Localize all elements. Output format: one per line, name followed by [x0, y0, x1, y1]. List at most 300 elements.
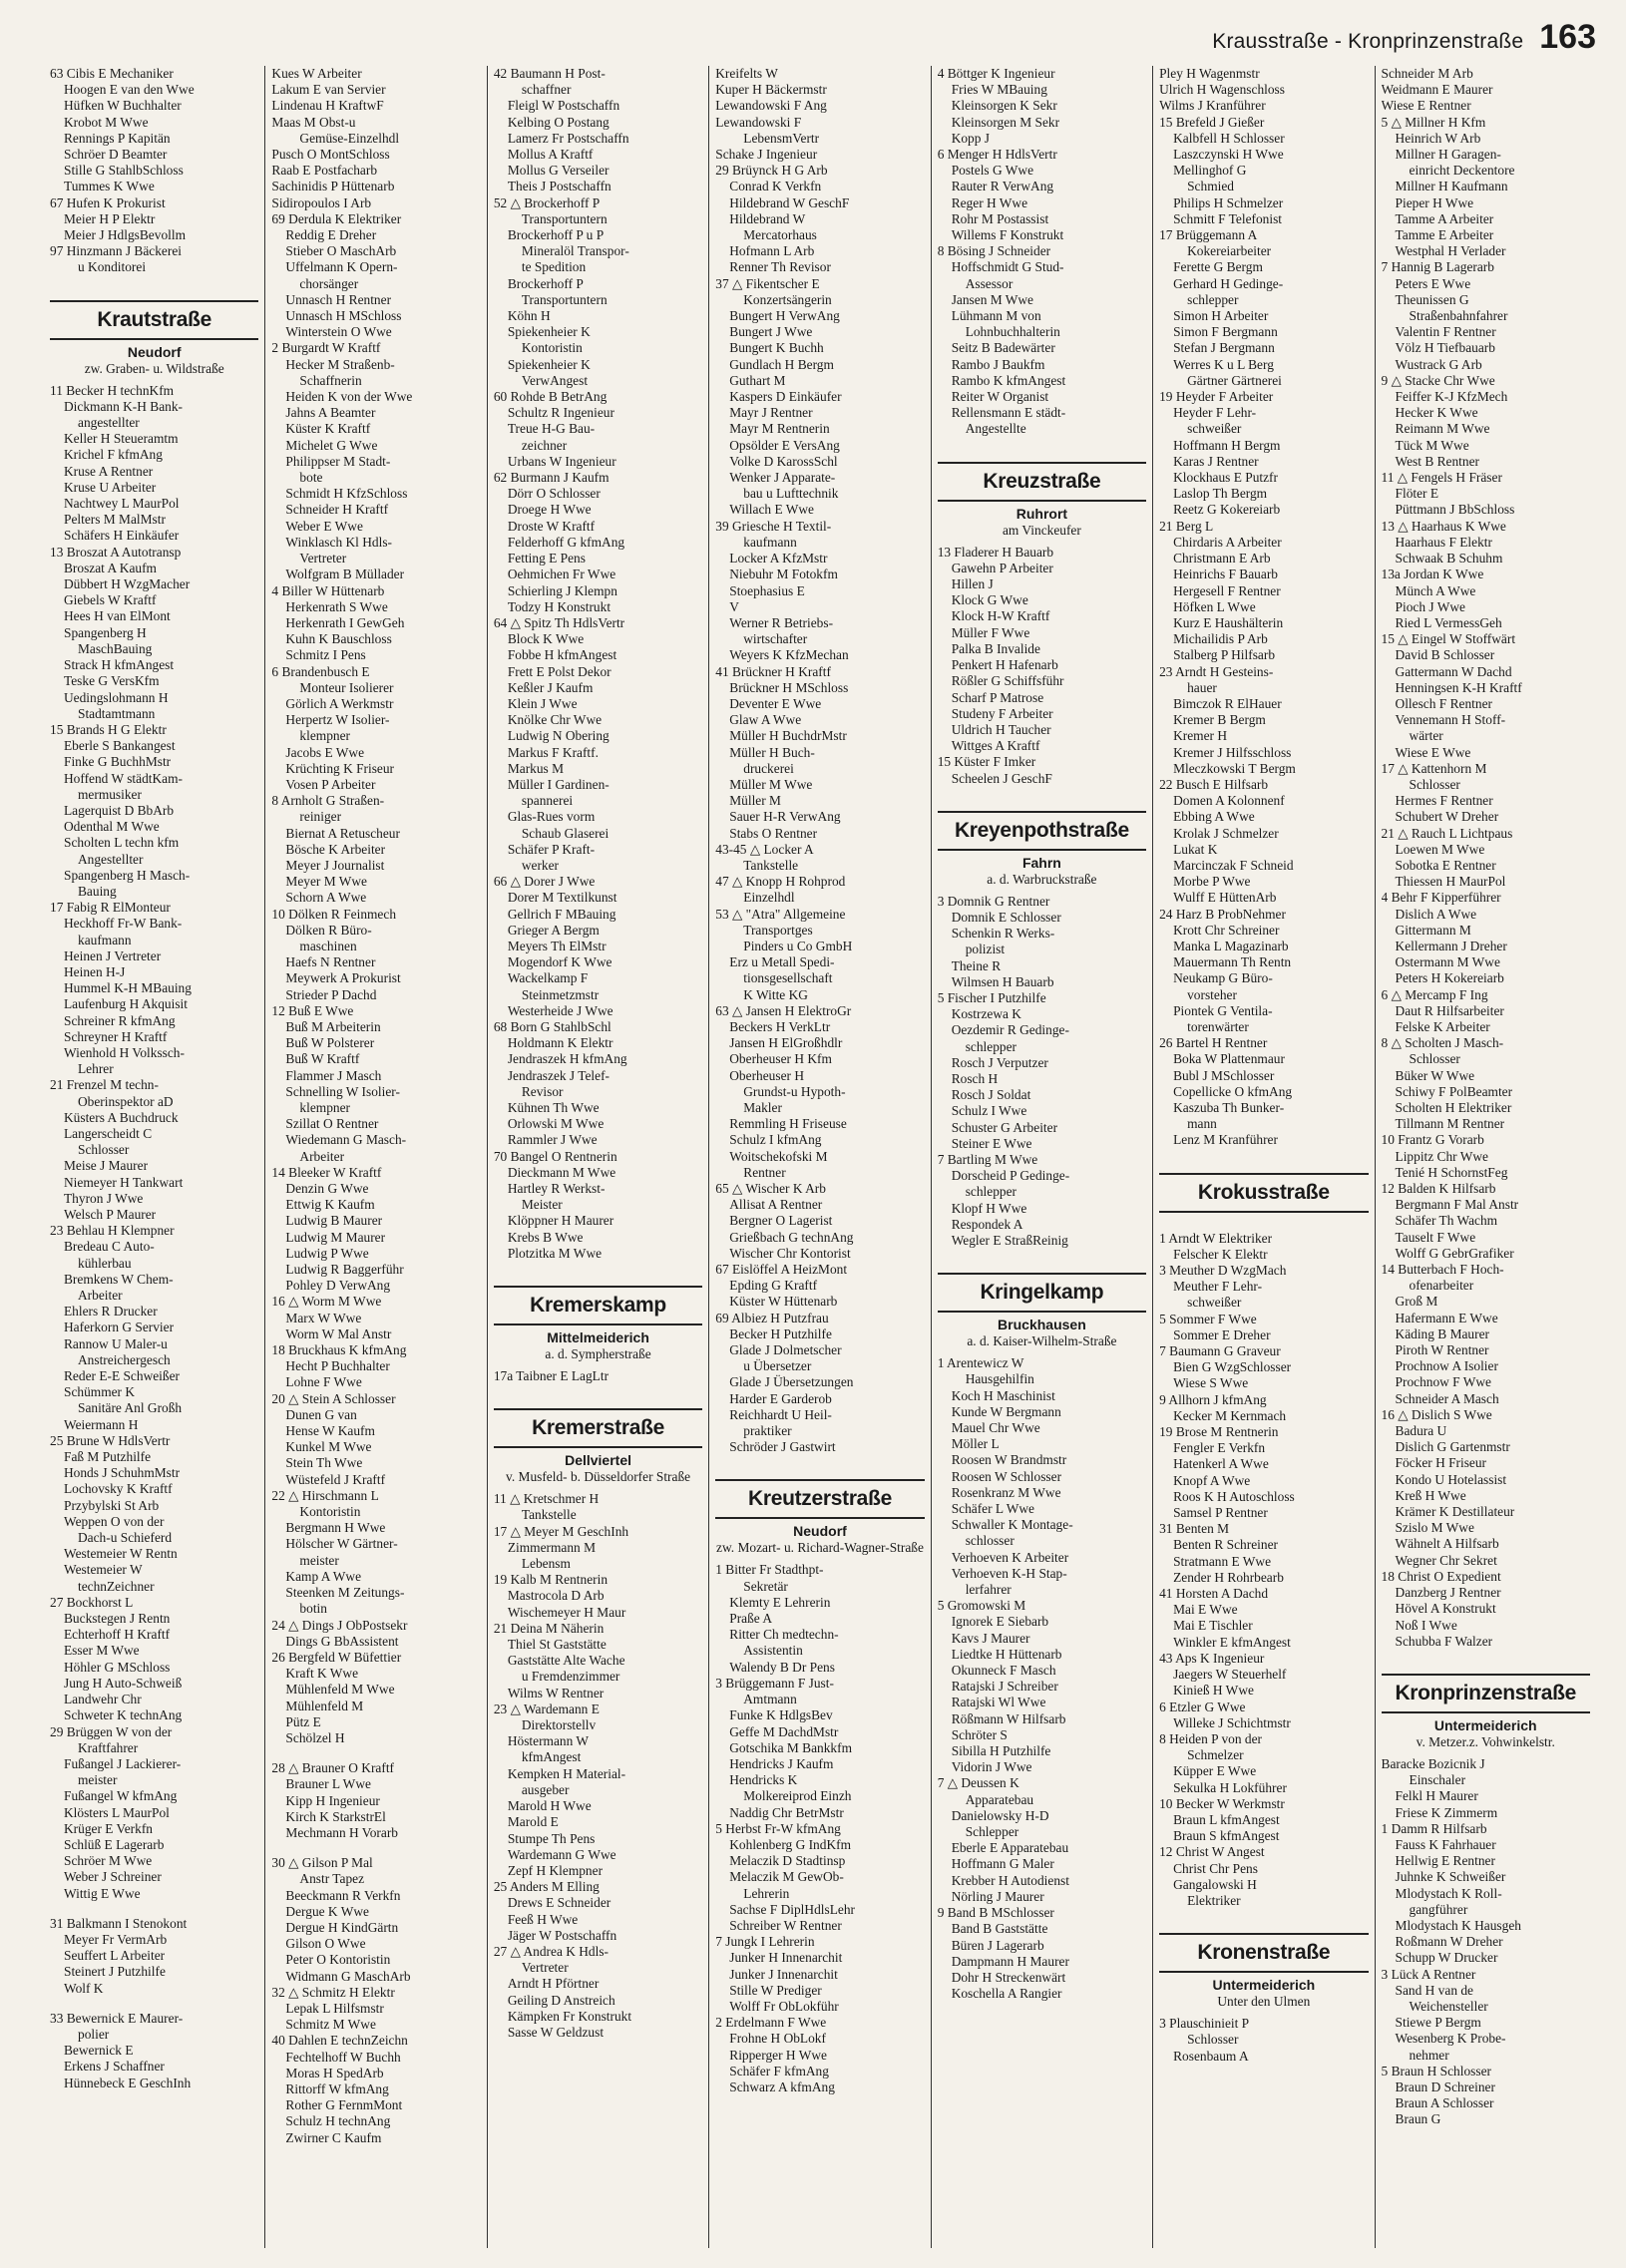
resident-entry: Mai E Wwe — [1173, 1602, 1238, 1618]
resident-entry: Jahns A Beamter — [285, 405, 376, 421]
resident-entry: Stratmann E Wwe — [1173, 1553, 1272, 1569]
resident-entry: Rellensmann E städt- — [951, 405, 1066, 421]
resident-entry: Ferette G Bergm — [1173, 259, 1263, 275]
resident-entry: Schreiner R kfmAng — [64, 1012, 176, 1028]
resident-entry: Wischemeyer H Maur — [507, 1604, 626, 1620]
resident-entry: Arndt H Pförtner — [507, 1976, 600, 1992]
resident-entry: Anstreichergesch — [78, 1351, 171, 1367]
resident-entry: 7 Baumann G Graveur — [1159, 1343, 1281, 1359]
resident-entry: Peter O Kontoristin — [285, 1952, 391, 1968]
resident-entry: Langerscheidt C — [64, 1125, 153, 1141]
resident-entry: 15 △ Eingel W Stoffwärt — [1381, 631, 1516, 647]
resident-entry: Finke G BuchhMstr — [64, 754, 172, 770]
resident-entry: Lohnbuchhalterin — [965, 324, 1060, 340]
resident-entry: hauer — [1187, 679, 1217, 695]
resident-entry: Krämer K Destillateur — [1395, 1504, 1515, 1520]
resident-entry: Küsters A Buchdruck — [64, 1109, 179, 1125]
resident-entry: Baracke Bozicnik J — [1381, 1755, 1485, 1771]
resident-entry: Szillat O Rentner — [285, 1116, 379, 1132]
resident-entry: Lenz M Kranführer — [1173, 1132, 1278, 1148]
resident-entry: 27 Bockhorst L — [50, 1594, 134, 1610]
resident-entry: Roosen W Schlosser — [951, 1468, 1062, 1484]
resident-entry: Rosch J Verputzer — [951, 1054, 1048, 1070]
resident-entry: Kreifelts W — [715, 66, 778, 81]
resident-entry: Käding B Maurer — [1395, 1325, 1489, 1341]
resident-entry: Henningsen K-H Kraftf — [1395, 679, 1522, 695]
resident-entry: vorsteher — [1187, 986, 1237, 1002]
resident-entry: Rittorff W kfmAng — [285, 2080, 389, 2096]
resident-entry: Kelbing O Postang — [507, 114, 610, 130]
resident-entry: Brockerhoff P — [507, 275, 584, 291]
resident-entry: Respondek A — [951, 1216, 1023, 1232]
resident-entry: Honds J SchuhmMstr — [64, 1465, 181, 1481]
resident-entry: Weber J Schreiner — [64, 1869, 162, 1885]
resident-entry: Bauing — [78, 883, 117, 899]
resident-entry: 52 △ Brockerhoff P — [493, 194, 601, 210]
resident-entry: 3 Plauschinieit P — [1159, 2016, 1250, 2032]
resident-entry: Weichensteller — [1409, 1998, 1488, 2014]
resident-entry: 10 Frantz G Vorarb — [1381, 1132, 1484, 1148]
resident-entry: Philips H Schmelzer — [1173, 194, 1284, 210]
resident-entry: 5 Braun H Schlosser — [1381, 2063, 1491, 2079]
resident-entry: Gaststätte Alte Wache — [507, 1653, 625, 1669]
resident-entry: Przybylski St Arb — [64, 1497, 160, 1513]
resident-entry: Schwaller K Montage- — [951, 1517, 1073, 1533]
resident-entry: 30 △ Gilson P Mal — [271, 1855, 373, 1871]
resident-entry: Hoffmann G Maler — [951, 1856, 1054, 1872]
resident-entry: Stein Th Wwe — [285, 1455, 363, 1471]
resident-entry: Kühnen Th Wwe — [507, 1100, 600, 1115]
resident-entry: Bungert H VerwAng — [729, 308, 840, 324]
resident-entry: Theine R — [951, 957, 1002, 973]
resident-entry: Piroth W Rentner — [1395, 1342, 1489, 1358]
district-name: Neudorf — [793, 1523, 847, 1540]
resident-entry: 2 Erdelmann F Wwe — [715, 2015, 827, 2031]
resident-entry: Kondo U Hotelassist — [1395, 1471, 1507, 1487]
resident-entry: Rambo K kfmAngest — [951, 372, 1066, 388]
resident-entry: Biernat A Retuscheur — [285, 825, 400, 841]
resident-entry: Schaffnerin — [299, 372, 362, 388]
resident-entry: reiniger — [299, 809, 342, 825]
street-location: a. d. Sympherstraße — [545, 1346, 651, 1362]
resident-entry: Keßler J Kaufm — [507, 679, 594, 695]
resident-entry: Kohlenberg G IndKfm — [729, 1836, 851, 1852]
spacer — [50, 1997, 258, 2011]
resident-entry: 41 Brückner H Kraftf — [715, 663, 831, 679]
resident-entry: Kamp A Wwe — [285, 1568, 362, 1584]
resident-entry: Bimczok R ElHauer — [1173, 695, 1282, 711]
resident-entry: Felscher K Elektr — [1173, 1246, 1268, 1262]
resident-entry: Stalberg P Hilfsarb — [1173, 647, 1276, 663]
resident-entry: Bubl J MSchlosser — [1173, 1067, 1275, 1083]
resident-entry: 21 △ Rauch L Lichtpaus — [1381, 825, 1513, 841]
resident-entry: Lohne F Wwe — [285, 1374, 362, 1390]
resident-entry: Hausgehilfin — [965, 1371, 1034, 1387]
district-name: Untermeiderich — [1433, 1716, 1537, 1733]
resident-entry: Spangenberg H — [64, 624, 147, 640]
resident-entry: 3 Domnik G Rentner — [937, 893, 1050, 909]
resident-entry: Hünnebeck E GeschInh — [64, 2075, 192, 2090]
resident-entry: Weidmann E Maurer — [1381, 82, 1493, 98]
resident-entry: Krolak J Schmelzer — [1173, 825, 1279, 841]
resident-entry: 69 Albiez H Putzfrau — [715, 1310, 829, 1325]
resident-entry: schlepper — [965, 1184, 1016, 1200]
resident-entry: Stadtamtmann — [78, 705, 156, 721]
resident-entry: Michelet G Wwe — [285, 437, 378, 453]
resident-entry: Woitschekofski M — [729, 1148, 828, 1164]
resident-entry: Becker H Putzhilfe — [729, 1325, 832, 1341]
resident-entry: Krebs B Wwe — [507, 1229, 584, 1245]
resident-entry: Schake J Ingenieur — [715, 147, 818, 163]
resident-entry: Danzberg J Rentner — [1395, 1585, 1501, 1601]
resident-entry: Jaegers W Steuerhelf — [1173, 1667, 1287, 1683]
resident-entry: Oehmichen Fr Wwe — [507, 567, 616, 582]
resident-entry: Gawehn P Arbeiter — [951, 560, 1053, 575]
resident-entry: Lagerquist D BbArb — [64, 802, 175, 818]
resident-entry: Wähnelt A Hilfsarb — [1395, 1536, 1499, 1552]
resident-entry: Mineralöl Transpor- — [521, 243, 629, 259]
resident-entry: Hölscher W Gärtner- — [285, 1536, 398, 1552]
resident-entry: Beeckmann R Verkfn — [285, 1887, 401, 1903]
resident-entry: 19 Kalb M Rentnerin — [493, 1572, 609, 1588]
resident-entry: botin — [299, 1601, 327, 1617]
resident-entry: Copellicke O kfmAng — [1173, 1083, 1293, 1099]
resident-entry: ofenarbeiter — [1409, 1278, 1474, 1294]
resident-entry: Jacobs E Wwe — [285, 744, 365, 760]
resident-entry: Piontek G Ventila- — [1173, 1002, 1273, 1018]
resident-entry: Walendy B Dr Pens — [729, 1659, 835, 1675]
resident-entry: Lindenau H KraftwF — [271, 98, 384, 114]
resident-entry: Michailidis P Arb — [1173, 631, 1268, 647]
resident-entry: Grundst-u Hypoth- — [743, 1083, 846, 1099]
resident-entry: Angestellte — [965, 421, 1026, 437]
resident-entry: Urbans W Ingenieur — [507, 453, 616, 469]
resident-entry: 12 Balden K Hilfsarb — [1381, 1181, 1496, 1197]
resident-entry: Hafermann E Wwe — [1395, 1310, 1498, 1325]
resident-entry: Meyer J Journalist — [285, 857, 385, 873]
resident-entry: Schröer M Wwe — [64, 1853, 153, 1869]
resident-entry: Hoffschmidt G Stud- — [951, 259, 1064, 275]
resident-entry: Bösche K Arbeiter — [285, 841, 386, 857]
resident-entry: Kempken H Material- — [507, 1765, 626, 1781]
resident-entry: Schmelzer — [1187, 1747, 1244, 1763]
resident-entry: Müller H Buch- — [729, 744, 815, 760]
resident-entry: Strieder P Dachd — [285, 986, 377, 1002]
resident-entry: Millner H Kaufmann — [1395, 179, 1508, 194]
resident-entry: Hendricks J Kaufm — [729, 1755, 834, 1771]
resident-entry: Beckers H VerkLtr — [729, 1018, 831, 1034]
resident-entry: Ollesch F Rentner — [1395, 695, 1492, 711]
resident-entry: kaufmann — [78, 932, 132, 947]
resident-entry: Rammler J Wwe — [507, 1132, 598, 1148]
resident-entry: Fauss K Fahrhauer — [1395, 1836, 1496, 1852]
spacer — [1159, 1217, 1368, 1231]
resident-entry: 17a Taibner E LagLtr — [493, 1368, 610, 1384]
resident-entry: 1 Damm R Hilfsarb — [1381, 1820, 1487, 1836]
resident-entry: Schreiber W Rentner — [729, 1917, 842, 1933]
resident-entry: Bergmann H Wwe — [285, 1520, 386, 1536]
resident-entry: Küpper E Wwe — [1173, 1763, 1257, 1779]
resident-entry: chorsänger — [299, 275, 359, 291]
resident-entry: Schlepper — [965, 1824, 1019, 1840]
resident-entry: 1 Bitter Fr Stadthpt- — [715, 1562, 824, 1578]
resident-entry: Wilms J Kranführer — [1159, 98, 1266, 114]
resident-entry: Dergue K Wwe — [285, 1903, 369, 1919]
resident-entry: Plotzitka M Wwe — [507, 1245, 603, 1261]
resident-entry: Peters E Wwe — [1395, 275, 1471, 291]
resident-entry: Ulrich H Wagenschloss — [1159, 82, 1285, 98]
resident-entry: Peters H Kokereiarb — [1395, 970, 1504, 986]
resident-entry: Sekulka H Lokführer — [1173, 1779, 1287, 1795]
resident-entry: Rößmann W Hilfsarb — [951, 1710, 1066, 1726]
resident-entry: 5 Sommer F Wwe — [1159, 1311, 1257, 1326]
resident-entry: 6 Etzler G Wwe — [1159, 1699, 1246, 1714]
resident-entry: klempner — [299, 728, 350, 744]
resident-entry: Koch H Maschinist — [951, 1387, 1055, 1403]
resident-entry: Schneider M Arb — [1381, 66, 1473, 81]
resident-entry: bau u Lufttechnik — [743, 486, 839, 502]
resident-entry: Feeß H Wwe — [507, 1911, 579, 1927]
resident-entry: 16 △ Dislich S Wwe — [1381, 1406, 1492, 1422]
resident-entry: Loewen M Wwe — [1395, 841, 1485, 857]
resident-entry: Haferkorn G Servier — [64, 1320, 175, 1335]
resident-entry: Buß W Polsterer — [285, 1035, 375, 1051]
resident-entry: Niebuhr M Fotokfm — [729, 567, 838, 582]
resident-entry: Felske K Arbeiter — [1395, 1018, 1490, 1034]
resident-entry: Kuper H Bäckermstr — [715, 82, 827, 98]
resident-entry: Tankstelle — [743, 857, 799, 873]
resident-entry: Wiese E Rentner — [1381, 98, 1471, 114]
resident-entry: Uldrich H Taucher — [951, 721, 1051, 737]
resident-entry: Müller M — [729, 793, 781, 809]
resident-entry: Hergesell F Rentner — [1173, 582, 1281, 598]
resident-entry: Fußangel W kfmAng — [64, 1788, 178, 1804]
resident-entry: Köhn H — [507, 308, 551, 324]
resident-entry: 9 Band B MSchlosser — [937, 1905, 1054, 1921]
resident-entry: 25 Brune W HdlsVertr — [50, 1432, 171, 1448]
resident-entry: Dislich G Gartenmstr — [1395, 1439, 1510, 1455]
resident-entry: Block K Wwe — [507, 631, 585, 647]
resident-entry: Schubba F Walzer — [1395, 1633, 1493, 1649]
street-location: zw. Mozart- u. Richard-Wagner-Straße — [716, 1540, 924, 1556]
resident-entry: Ettwig K Kaufm — [285, 1197, 375, 1213]
resident-entry: Meyer Fr VermArb — [64, 1931, 168, 1947]
resident-entry: Püttmann J BbSchloss — [1395, 502, 1515, 518]
resident-entry: Brauner L Wwe — [285, 1776, 371, 1792]
resident-entry: Schneider A Masch — [1395, 1390, 1499, 1406]
resident-entry: Valentin F Rentner — [1395, 324, 1496, 340]
resident-entry: Ludwig P Wwe — [285, 1245, 369, 1261]
resident-entry: VerwAngest — [521, 372, 589, 388]
resident-entry: Remmling H Friseuse — [729, 1116, 847, 1132]
resident-entry: Theis J Postschaffn — [507, 179, 611, 194]
resident-entry: Allisat A Rentner — [729, 1197, 823, 1213]
resident-entry: te Spedition — [521, 259, 587, 275]
resident-entry: 10 Dölken R Feinmech — [271, 906, 397, 922]
district-name: Dellviertel — [565, 1452, 632, 1469]
resident-entry: Oberinspektor aD — [78, 1093, 174, 1109]
resident-entry: Fetting E Pens — [507, 551, 586, 567]
resident-entry: Laslop Th Bergm — [1173, 486, 1268, 502]
resident-entry: Vennemann H Stoff- — [1395, 712, 1506, 728]
resident-entry: Arbeiter — [299, 1148, 345, 1164]
resident-entry: Winkler E kfmAngest — [1173, 1634, 1291, 1650]
resident-entry: kfmAngest — [521, 1749, 582, 1765]
resident-entry: 31 Benten M — [1159, 1521, 1230, 1537]
resident-entry: Schwarz A kfmAng — [729, 2079, 835, 2094]
resident-entry: Reddig E Dreher — [285, 227, 377, 243]
resident-entry: Pieper H Wwe — [1395, 194, 1474, 210]
resident-entry: Schümmer K — [64, 1384, 136, 1400]
resident-entry: Steenken M Zeitungs- — [285, 1585, 405, 1601]
resident-entry: Raab E Postfacharb — [271, 163, 378, 179]
resident-entry: Heckhoff Fr-W Bank- — [64, 916, 183, 932]
resident-entry: Deventer E Wwe — [729, 695, 822, 711]
resident-entry: Heinrichs F Bauarb — [1173, 567, 1278, 582]
resident-entry: Marold E — [507, 1814, 559, 1830]
resident-entry: Monteur Isolierer — [299, 679, 394, 695]
resident-entry: Nörling J Maurer — [951, 1888, 1044, 1904]
resident-entry: 14 Butterbach F Hoch- — [1381, 1262, 1504, 1278]
resident-entry: 7 Jungk I Lehrerin — [715, 1934, 815, 1950]
resident-entry: Meier H P Elektr — [64, 210, 156, 226]
resident-entry: Wolff Fr ObLokführ — [729, 1998, 839, 2014]
resident-entry: Flammer J Masch — [285, 1067, 382, 1083]
resident-entry: Lamerz Fr Postschaffn — [507, 130, 629, 146]
resident-entry: Wolf K — [64, 1980, 104, 1996]
resident-entry: schweißer — [1187, 1295, 1242, 1311]
resident-entry: Landwehr Chr — [64, 1692, 142, 1707]
resident-entry: Rosenkranz M Wwe — [951, 1484, 1061, 1500]
resident-entry: Schlosser — [1409, 1051, 1460, 1067]
resident-entry: 17 Fabig R ElMonteur — [50, 900, 171, 916]
resident-entry: Weiermann H — [64, 1416, 139, 1432]
resident-entry: Stumpe Th Pens — [507, 1830, 596, 1846]
resident-entry: 25 Anders M Elling — [493, 1879, 600, 1895]
resident-entry: Marold H Wwe — [507, 1798, 592, 1814]
resident-entry: angestellter — [78, 415, 140, 431]
resident-entry: Konzertsängerin — [743, 291, 832, 307]
resident-entry: Jendraszek H kfmAng — [507, 1051, 627, 1067]
resident-entry: Transportges — [743, 922, 813, 938]
resident-entry: Volke D KarossSchl — [729, 453, 838, 469]
resident-entry: Naddig Chr BetrMstr — [729, 1804, 844, 1820]
resident-entry: Möller L — [951, 1436, 1000, 1452]
directory-column — [1376, 66, 1596, 2248]
directory-column — [932, 66, 1153, 2248]
resident-entry: 21 Berg L — [1159, 518, 1214, 534]
resident-entry: K Witte KG — [743, 986, 808, 1002]
resident-entry: torenwärter — [1187, 1018, 1249, 1034]
resident-entry: Glaw A Wwe — [729, 712, 802, 728]
resident-entry: Samsel P Rentner — [1173, 1505, 1268, 1521]
resident-entry: LebensmVertr — [743, 130, 820, 146]
street-location: v. Musfeld- b. Düsseldorfer Straße — [506, 1469, 691, 1485]
resident-entry: Kurz E Haushälterin — [1173, 614, 1284, 630]
resident-entry: Mechmann H Vorarb — [285, 1824, 398, 1840]
resident-entry: Braun D Schreiner — [1395, 2079, 1495, 2094]
resident-entry: Wilmsen H Bauarb — [951, 973, 1054, 989]
resident-entry: Sauer H-R VerwAng — [729, 809, 841, 825]
resident-entry: meister — [299, 1552, 339, 1568]
resident-entry: Glas-Rues vorm — [507, 809, 596, 825]
resident-entry: Dampmann H Maurer — [951, 1953, 1069, 1969]
resident-entry: Pütz E — [285, 1713, 321, 1729]
resident-entry: Wustrack G Arb — [1395, 356, 1482, 372]
resident-entry: Transportuntern — [521, 210, 608, 226]
resident-entry: Lewandowski F — [715, 114, 802, 130]
resident-entry: Ritter Ch medtechn- — [729, 1627, 839, 1643]
resident-entry: Assistentin — [743, 1643, 803, 1659]
resident-entry: Palka B Invalide — [951, 640, 1040, 656]
resident-entry: Krichel F kfmAng — [64, 447, 163, 463]
resident-entry: Ludwig N Obering — [507, 728, 610, 744]
resident-entry: Schierling J Klempn — [507, 582, 617, 598]
spacer — [938, 1249, 1146, 1263]
resident-entry: Schäfer P Kraft- — [507, 841, 596, 857]
resident-entry: 22 Busch E Hilfsarb — [1159, 776, 1269, 792]
resident-entry: Ebbing A Wwe — [1173, 809, 1255, 825]
directory-column — [709, 66, 931, 2248]
resident-entry: Nachtwey L MaurPol — [64, 496, 180, 512]
resident-entry: Schupp W Drucker — [1395, 1950, 1498, 1966]
resident-entry: Funke K HdlgsBev — [729, 1707, 833, 1723]
resident-entry: Keller H Steueramtm — [64, 431, 179, 447]
resident-entry: Kremer H — [1173, 728, 1228, 744]
resident-entry: schlepper — [965, 1038, 1016, 1054]
resident-entry: Wiedemann G Masch- — [285, 1132, 407, 1148]
resident-entry: Postels G Wwe — [951, 163, 1034, 179]
resident-entry: Fries W MBauing — [951, 82, 1047, 98]
resident-entry: Wischer Chr Kontorist — [729, 1245, 851, 1261]
resident-entry: Jäger W Postschaffn — [507, 1927, 617, 1943]
resident-entry: Dorscheid P Gedinge- — [951, 1168, 1070, 1184]
resident-entry: 23 Behlau H Klempner — [50, 1223, 175, 1239]
spacer — [715, 1455, 924, 1469]
resident-entry: Koschella A Rangier — [951, 1986, 1062, 2002]
resident-entry: 5 Gromowski M — [937, 1598, 1026, 1614]
resident-entry: nehmer — [1409, 2047, 1449, 2063]
resident-entry: 28 △ Brauner O Kraftf — [271, 1760, 395, 1776]
resident-entry: Ratajski J Schreiber — [951, 1679, 1058, 1695]
resident-entry: Willeke J Schichtmstr — [1173, 1714, 1291, 1730]
resident-entry: Zwirner C Kaufm — [285, 2129, 382, 2145]
resident-entry: Thyron J Wwe — [64, 1190, 144, 1206]
resident-entry: Schröter S — [951, 1726, 1008, 1742]
resident-entry: Todzy H Konstrukt — [507, 598, 611, 614]
resident-entry: Weppen O von der — [64, 1513, 165, 1529]
resident-entry: Schorn A Wwe — [285, 890, 367, 906]
resident-entry: Harder E Garderob — [729, 1390, 832, 1406]
resident-entry: Rosch H — [951, 1070, 999, 1086]
resident-entry: Rauter R VerwAng — [951, 179, 1054, 194]
resident-entry: Reiter W Organist — [951, 389, 1049, 405]
resident-entry: Hecker M Straßenb- — [285, 356, 395, 372]
resident-entry: Boka W Plattenmaur — [1173, 1051, 1285, 1067]
resident-entry: Schmitt F Telefonist — [1173, 210, 1283, 226]
resident-entry: Molkereiprod Einzh — [743, 1788, 852, 1804]
resident-entry: 32 △ Schmitz H Elektr — [271, 1984, 395, 2000]
resident-entry: Melaczik D Stadtinsp — [729, 1853, 846, 1869]
resident-entry: 63 Cibis E Mechaniker — [50, 66, 174, 81]
resident-entry: Treue H-G Bau- — [507, 421, 596, 437]
resident-entry: Mellinghof G — [1173, 163, 1247, 179]
resident-entry: Schulz I Wwe — [951, 1103, 1027, 1119]
resident-entry: Direktorstellv — [521, 1717, 597, 1733]
resident-entry: Reichhardt U Heil- — [729, 1406, 832, 1422]
resident-entry: Stefan J Bergmann — [1173, 340, 1275, 356]
resident-entry: Höhler G MSchloss — [64, 1659, 171, 1675]
